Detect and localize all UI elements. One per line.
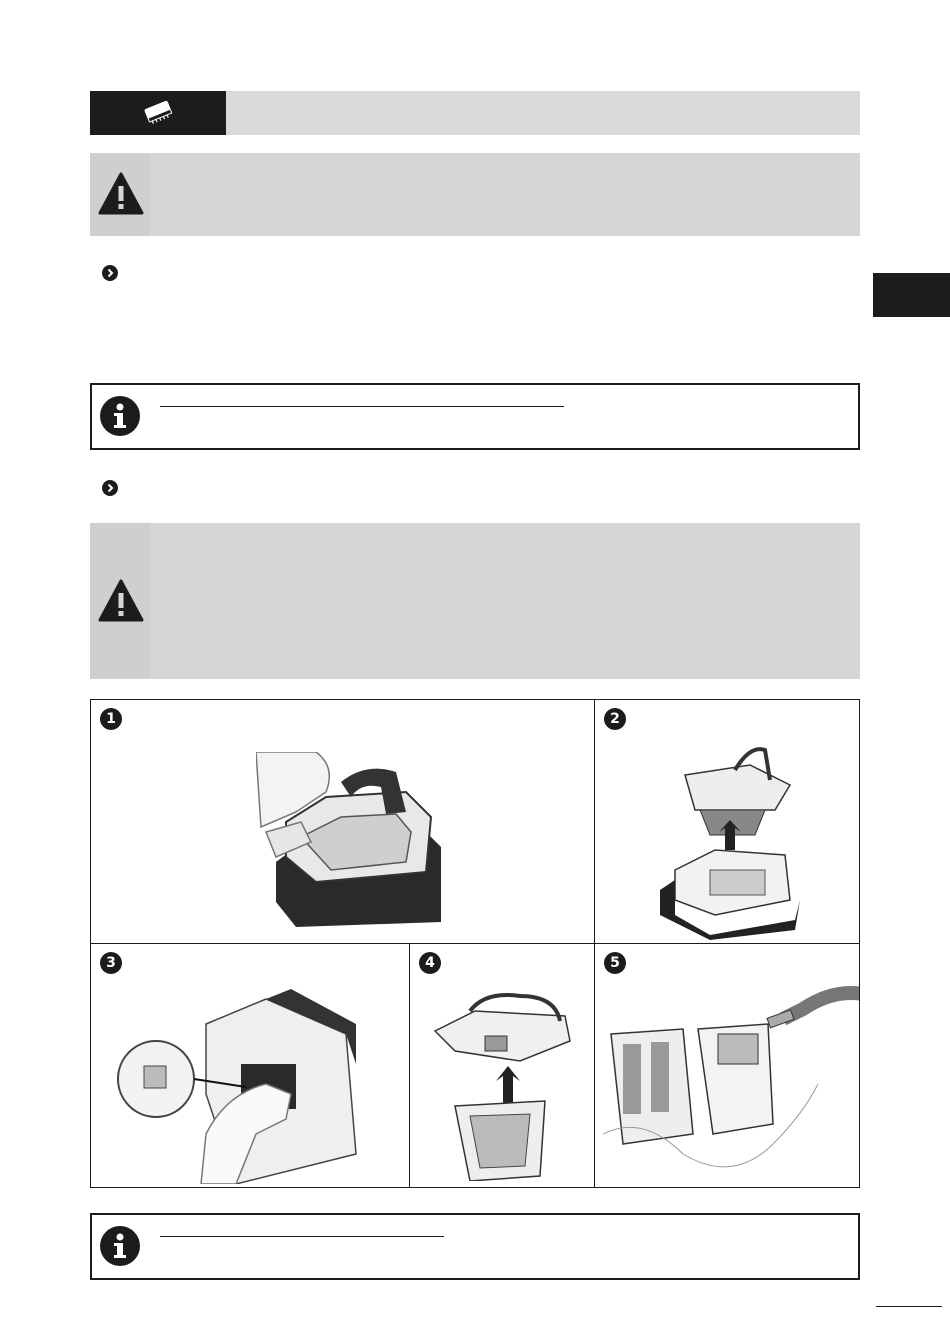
separate-filter-illustration [430,986,580,1181]
figure-step-2 [594,699,860,944]
figure-step-5 [594,943,860,1188]
info-icon [100,396,140,436]
lift-robot-lid-illustration [256,752,456,932]
step-number-badge: 3 [100,952,122,974]
chapter-side-tab [873,273,950,317]
warning-box [90,153,860,236]
info-icon [100,1226,140,1266]
step-number-badge: 5 [604,952,626,974]
info-link-underline [160,1236,444,1237]
figure-step-4 [409,943,595,1188]
chevron-right-circle-icon [102,480,118,496]
info-box [90,1213,860,1280]
warning-box [90,523,860,679]
rinse-filter-with-hose-illustration [603,984,860,1184]
warning-triangle-icon [98,579,144,628]
figure-step-3 [90,943,410,1188]
step-number-badge: 1 [100,708,122,730]
section-icon-block [90,91,226,135]
warning-triangle-icon [98,172,144,221]
info-box [90,383,860,450]
release-filter-clip-illustration [116,984,366,1184]
step-number-badge: 2 [604,708,626,730]
step-number-badge: 4 [419,952,441,974]
page-number [876,1306,942,1309]
figure-step-1 [90,699,595,944]
chevron-right-circle-icon [102,265,118,281]
remove-filter-basket-illustration [655,740,805,940]
brush-icon [140,97,176,130]
info-link-underline [160,406,564,407]
